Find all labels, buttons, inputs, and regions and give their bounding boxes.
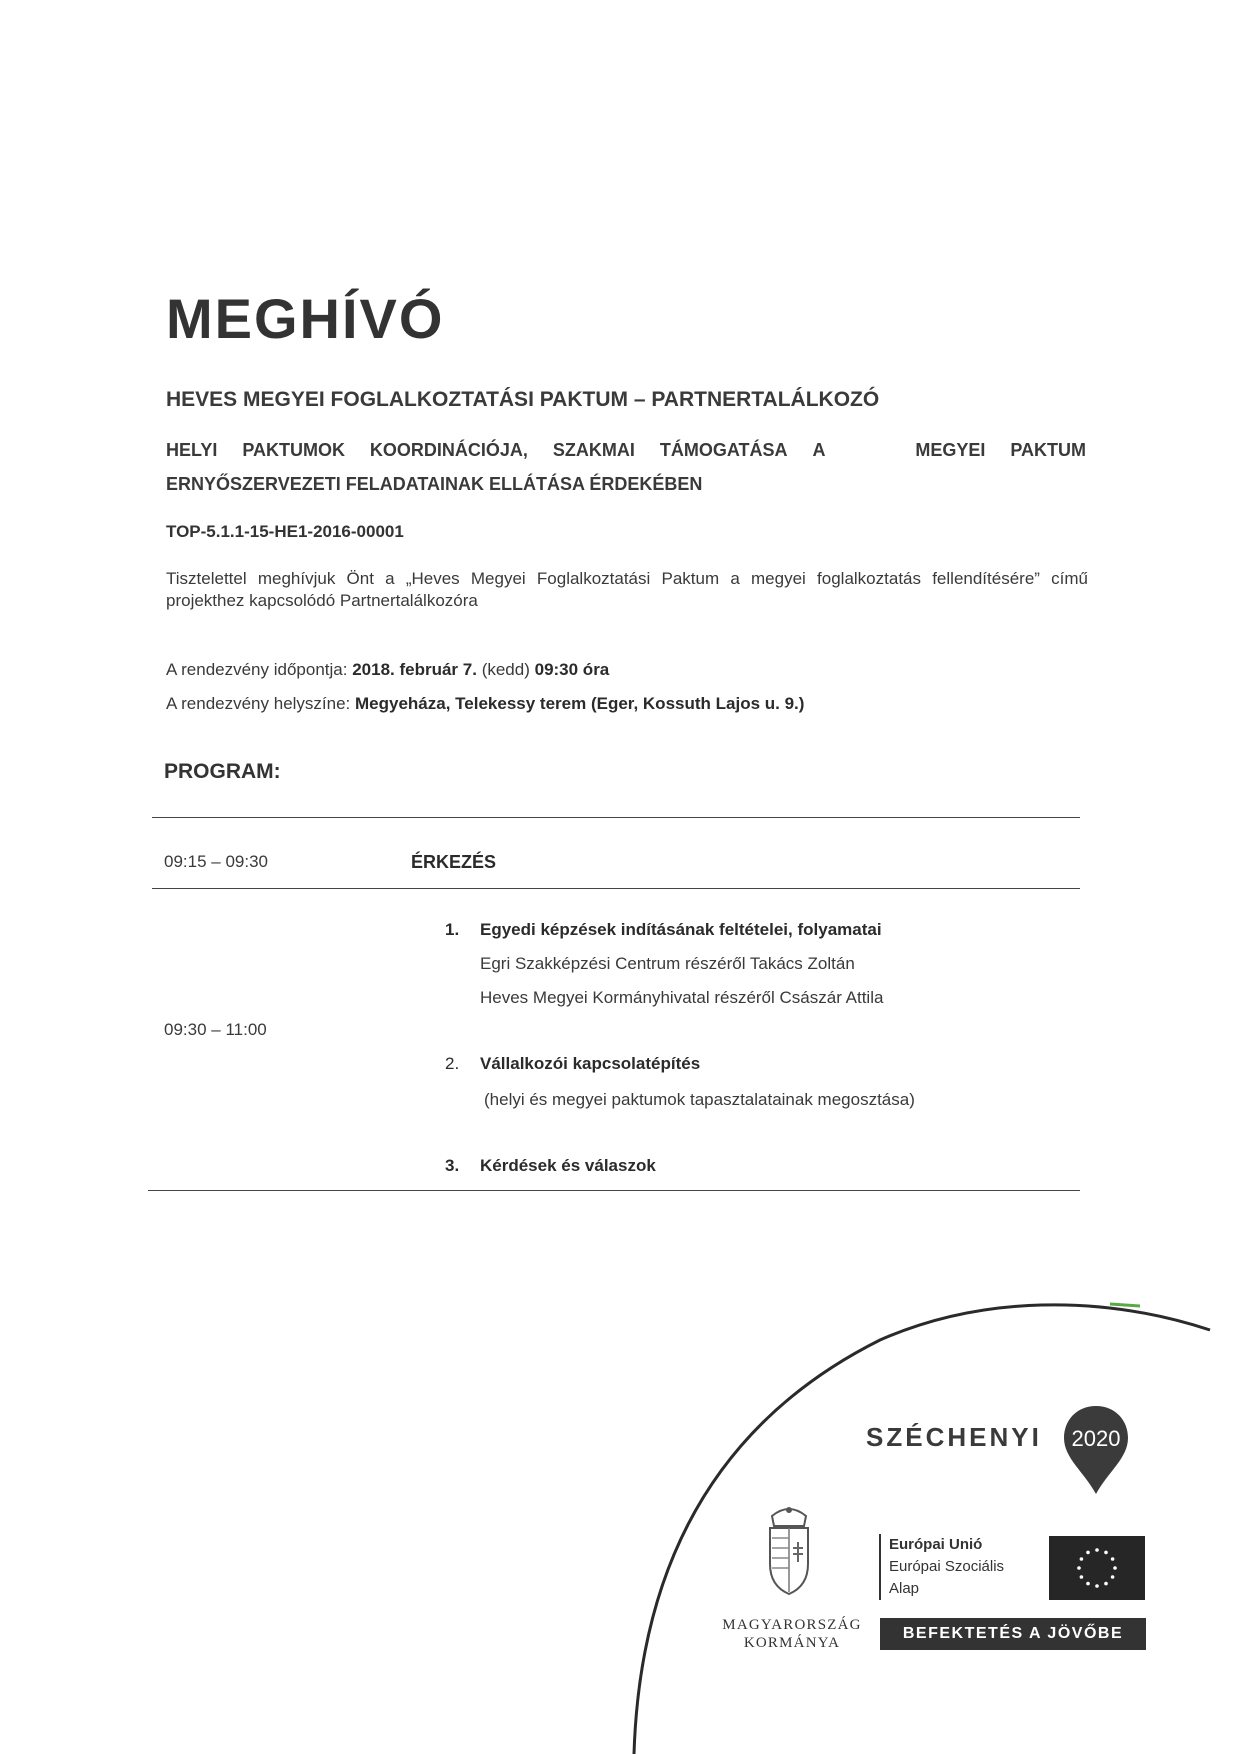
event-day: (kedd) [481, 660, 530, 679]
intro-paragraph: Tisztelettel meghívjuk Önt a „Heves Megyei Foglalkoztatási Paktum a megyei foglalkoztatás fellendítésére” című projekthez kapcsolódó Partnertalálkozóra [166, 569, 1088, 610]
event-place-value: Megyeháza, Telekessy terem (Eger, Kossuth Lajos u. 9.) [355, 694, 805, 713]
szechenyi-year: 2020 [1071, 1426, 1121, 1451]
program-item-note: (helyi és megyei paktumok tapasztalatainak megosztása) [484, 1090, 915, 1109]
program-item-speaker: Heves Megyei Kormányhivatal részéről Császár Attila [480, 988, 884, 1007]
arrival-time: 09:15 – 09:30 [164, 852, 268, 871]
subtitle-word: MEGYEI [915, 440, 986, 460]
project-code: TOP-5.1.1-15-HE1-2016-00001 [166, 522, 404, 541]
program-item-title: Vállalkozói kapcsolatépítés [480, 1054, 701, 1073]
subtitle-word: A [812, 440, 826, 460]
subtitle-word: KOORDINÁCIÓJA, [369, 440, 528, 460]
session-time: 09:30 – 11:00 [164, 1020, 267, 1039]
event-time-label: A rendezvény időpontja: [166, 660, 348, 679]
program-item-number: 1. [445, 920, 460, 939]
subtitle-word: PAKTUM [1010, 440, 1086, 460]
subtitle-word: TÁMOGATÁSA [659, 440, 788, 460]
program-item-number: 2. [445, 1054, 460, 1073]
coat-of-arms-icon [762, 1502, 816, 1598]
government-line-2: KORMÁNYA [743, 1635, 841, 1651]
program-item-number: 3. [445, 1156, 460, 1175]
eu-stars-icon [1049, 1536, 1145, 1600]
subtitle-line-2: ERNYŐSZERVEZETI FELADATAINAK ELLÁTÁSA ÉRDEKÉBEN [166, 474, 703, 494]
subtitle-word: SZAKMAI [552, 440, 635, 460]
program-item-title: Egyedi képzések indításának feltételei, folyamatai [480, 920, 882, 939]
arrival-label: ÉRKEZÉS [411, 852, 497, 872]
eu-name: Európai Unió [889, 1536, 983, 1553]
eu-fund-line-1: Európai Szociális [889, 1558, 1005, 1575]
invest-banner: BEFEKTETÉS A JÖVŐBE [880, 1618, 1146, 1650]
event-date: 2018. február 7. [352, 660, 477, 679]
szechenyi-pin-icon [1060, 1402, 1132, 1498]
event-place-label: A rendezvény helyszíne: [166, 694, 351, 713]
program-item-title: Kérdések és válaszok [480, 1156, 656, 1175]
subtitle-word: HELYI [166, 440, 218, 460]
document-subtitle: HEVES MEGYEI FOGLALKOZTATÁSI PAKTUM – PARTNERTALÁLKOZÓ [166, 388, 880, 411]
government-logo-text [714, 1616, 870, 1652]
document-title: MEGHÍVÓ [166, 287, 445, 350]
eu-flag-icon [1049, 1536, 1145, 1600]
eu-divider [879, 1534, 881, 1600]
program-heading: PROGRAM: [164, 760, 281, 783]
szechenyi-logo-text: SZÉCHENYI [866, 1422, 1042, 1452]
eu-fund-line-2: Alap [889, 1580, 920, 1597]
event-hour: 09:30 óra [534, 660, 610, 679]
subtitle-word: PAKTUMOK [242, 440, 345, 460]
program-item-speaker: Egri Szakképzési Centrum részéről Takács Zoltán [480, 954, 855, 973]
government-line-1: MAGYARORSZÁG [722, 1617, 862, 1633]
